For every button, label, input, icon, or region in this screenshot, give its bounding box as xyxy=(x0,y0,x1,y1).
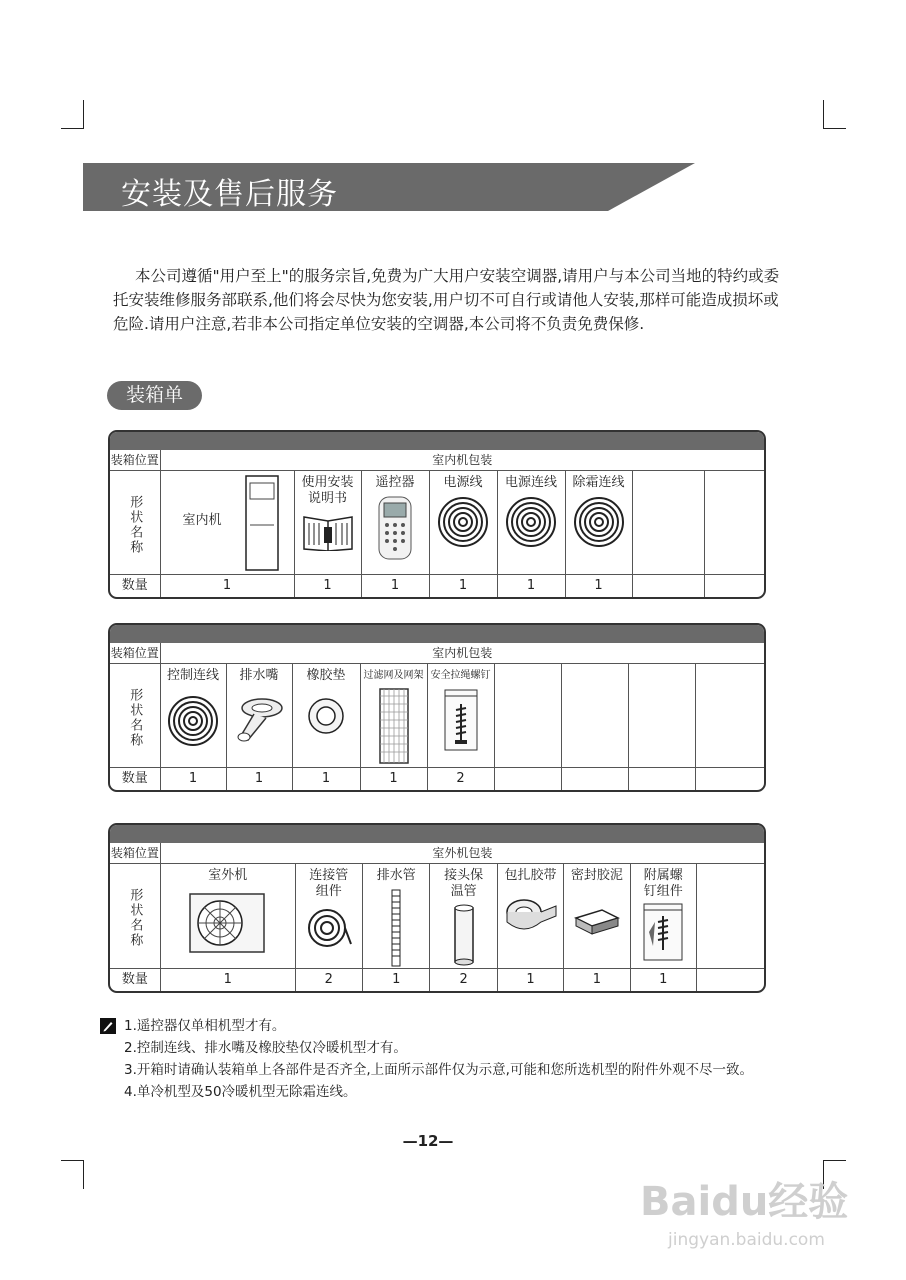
package-header-bar xyxy=(110,432,764,450)
item-cell xyxy=(361,471,429,575)
notes-list xyxy=(100,1015,753,1103)
qty-value xyxy=(628,768,695,791)
outdoor-unit-icon xyxy=(188,890,268,956)
qty-value: 1 xyxy=(497,969,563,992)
page-number: —12— xyxy=(402,1132,454,1150)
coil-cable-icon xyxy=(572,495,626,549)
item-cell xyxy=(160,864,295,969)
item-cell xyxy=(427,664,494,768)
rubber-ring-icon xyxy=(306,696,346,736)
item-cell-empty xyxy=(704,471,764,575)
shape-label: 形状名称 xyxy=(127,495,143,555)
item-cell xyxy=(497,471,565,575)
qty-value: 1 xyxy=(160,575,294,598)
item-name: 接头保温管 xyxy=(444,868,484,899)
watermark xyxy=(640,1148,860,1258)
qty-value xyxy=(494,768,561,791)
coil-cable-icon xyxy=(504,495,558,549)
section-title-bar xyxy=(83,163,695,211)
shape-label: 形状名称 xyxy=(127,888,143,948)
qty-value: 1 xyxy=(294,575,361,598)
qty-value: 1 xyxy=(564,969,630,992)
qty-value xyxy=(695,768,764,791)
position-label: 装箱位置 xyxy=(110,843,160,864)
item-cell-empty xyxy=(632,471,704,575)
coil-cable-icon xyxy=(166,694,220,748)
crop-mark-bottom-left xyxy=(61,1160,84,1189)
item-name: 过滤网及网架 xyxy=(363,670,424,681)
intro-text: 本公司遵循"用户至上"的服务宗旨,免费为广大用户安装空调器,请用户与本公司当地的特约或委托安装维修服务部联系,他们将会尽快为您安装,用户切不可自行或请他人安装,那样可能造成损坏或危险.请用户注意,若非本公司指定单位安装的空调器,本公司将不负责免费保修. xyxy=(113,267,780,333)
item-cell-empty xyxy=(561,664,628,768)
package-title: 室内机包装 xyxy=(160,643,764,664)
shape-label: 形状名称 xyxy=(127,688,143,748)
item-cell xyxy=(497,864,563,969)
qty-value xyxy=(697,969,765,992)
screw-bag-icon xyxy=(444,688,478,752)
item-cell-empty xyxy=(494,664,561,768)
item-name: 附属螺钉组件 xyxy=(643,868,683,899)
qty-value: 1 xyxy=(360,768,427,791)
insulation-tube-icon xyxy=(453,904,475,966)
crop-mark-top-right xyxy=(823,100,846,129)
item-name: 连接管组件 xyxy=(309,868,349,899)
item-name: 电源线 xyxy=(443,475,483,490)
qty-value: 1 xyxy=(630,969,696,992)
position-label: 装箱位置 xyxy=(110,450,160,471)
section-title: 安装及售后服务 xyxy=(121,177,338,212)
drain-hose-icon xyxy=(388,888,404,968)
item-cell-empty xyxy=(628,664,695,768)
qty-value xyxy=(632,575,704,598)
item-cell-empty xyxy=(695,664,764,768)
item-name: 排水管 xyxy=(376,868,416,883)
item-name: 控制连线 xyxy=(166,668,219,683)
qty-value xyxy=(704,575,764,598)
coil-pipe-icon xyxy=(305,904,353,952)
screw-bag-icon xyxy=(643,902,683,962)
item-cell xyxy=(295,864,362,969)
item-name: 排水嘴 xyxy=(239,668,279,683)
item-cell xyxy=(160,664,226,768)
item-cell xyxy=(565,471,632,575)
item-name: 安全拉绳螺钉 xyxy=(430,670,491,681)
note-item: 2.控制连线、排水嘴及橡胶垫仅冷暖机型才有。 xyxy=(124,1040,407,1056)
item-cell xyxy=(292,664,360,768)
item-cell xyxy=(363,864,430,969)
qty-value: 1 xyxy=(226,768,292,791)
item-cell xyxy=(564,864,630,969)
qty-label: 数量 xyxy=(110,575,160,598)
item-cell xyxy=(360,664,427,768)
item-name: 密封胶泥 xyxy=(570,868,623,883)
item-cell-empty xyxy=(697,864,765,969)
shape-label-cell xyxy=(110,864,160,969)
item-cell xyxy=(226,664,292,768)
qty-label: 数量 xyxy=(110,969,160,992)
qty-value: 1 xyxy=(565,575,632,598)
position-label: 装箱位置 xyxy=(110,643,160,664)
item-name: 橡胶垫 xyxy=(306,668,346,683)
qty-value: 2 xyxy=(430,969,497,992)
shape-label-cell xyxy=(110,664,160,768)
filter-mesh-icon xyxy=(379,688,409,764)
package-table-3 xyxy=(108,823,766,993)
item-cell xyxy=(160,471,294,575)
note-item: 4.单冷机型及50冷暖机型无除霜连线。 xyxy=(124,1084,357,1100)
qty-value: 2 xyxy=(427,768,494,791)
item-name: 电源连线 xyxy=(504,475,557,490)
item-cell xyxy=(429,471,497,575)
crop-mark-top-left xyxy=(61,100,84,129)
coil-cable-icon xyxy=(436,495,490,549)
item-name: 包扎胶带 xyxy=(504,868,557,883)
intro-paragraph xyxy=(113,264,793,336)
packing-list-label: 装箱单 xyxy=(107,381,202,410)
item-cell xyxy=(430,864,497,969)
watermark-brand: Baidu经验 xyxy=(640,1179,849,1225)
package-table-1 xyxy=(108,430,766,599)
qty-value: 1 xyxy=(292,768,360,791)
qty-value: 2 xyxy=(295,969,362,992)
package-header-bar xyxy=(110,825,764,843)
package-title: 室外机包装 xyxy=(160,843,764,864)
item-name: 使用安装说明书 xyxy=(301,475,354,506)
note-item: 3.开箱时请确认装箱单上各部件是否齐全,上面所示部件仅为示意,可能和您所选机型的附件外观不尽一致。 xyxy=(124,1062,753,1078)
item-cell xyxy=(630,864,696,969)
qty-label: 数量 xyxy=(110,768,160,791)
remote-control-icon xyxy=(377,495,413,561)
drain-nozzle-icon xyxy=(232,694,286,752)
note-item: 1.遥控器仅单相机型才有。 xyxy=(124,1018,286,1034)
qty-value: 1 xyxy=(497,575,565,598)
qty-value xyxy=(561,768,628,791)
manual-book-icon xyxy=(302,511,354,551)
sealant-block-icon xyxy=(572,906,622,936)
watermark-url: jingyan.baidu.com xyxy=(668,1230,825,1250)
package-title: 室内机包装 xyxy=(160,450,764,471)
qty-value: 1 xyxy=(429,575,497,598)
shape-label-cell xyxy=(110,471,160,575)
package-header-bar xyxy=(110,625,764,643)
item-name: 室内机 xyxy=(182,513,222,528)
qty-value: 1 xyxy=(160,768,226,791)
item-name: 遥控器 xyxy=(375,475,415,490)
qty-value: 1 xyxy=(363,969,430,992)
item-name: 室外机 xyxy=(208,868,248,883)
indoor-unit-icon xyxy=(245,475,279,571)
item-cell xyxy=(294,471,361,575)
package-table-2 xyxy=(108,623,766,792)
item-name: 除霜连线 xyxy=(572,475,625,490)
qty-value: 1 xyxy=(361,575,429,598)
tape-roll-icon xyxy=(504,896,558,936)
qty-value: 1 xyxy=(160,969,295,992)
